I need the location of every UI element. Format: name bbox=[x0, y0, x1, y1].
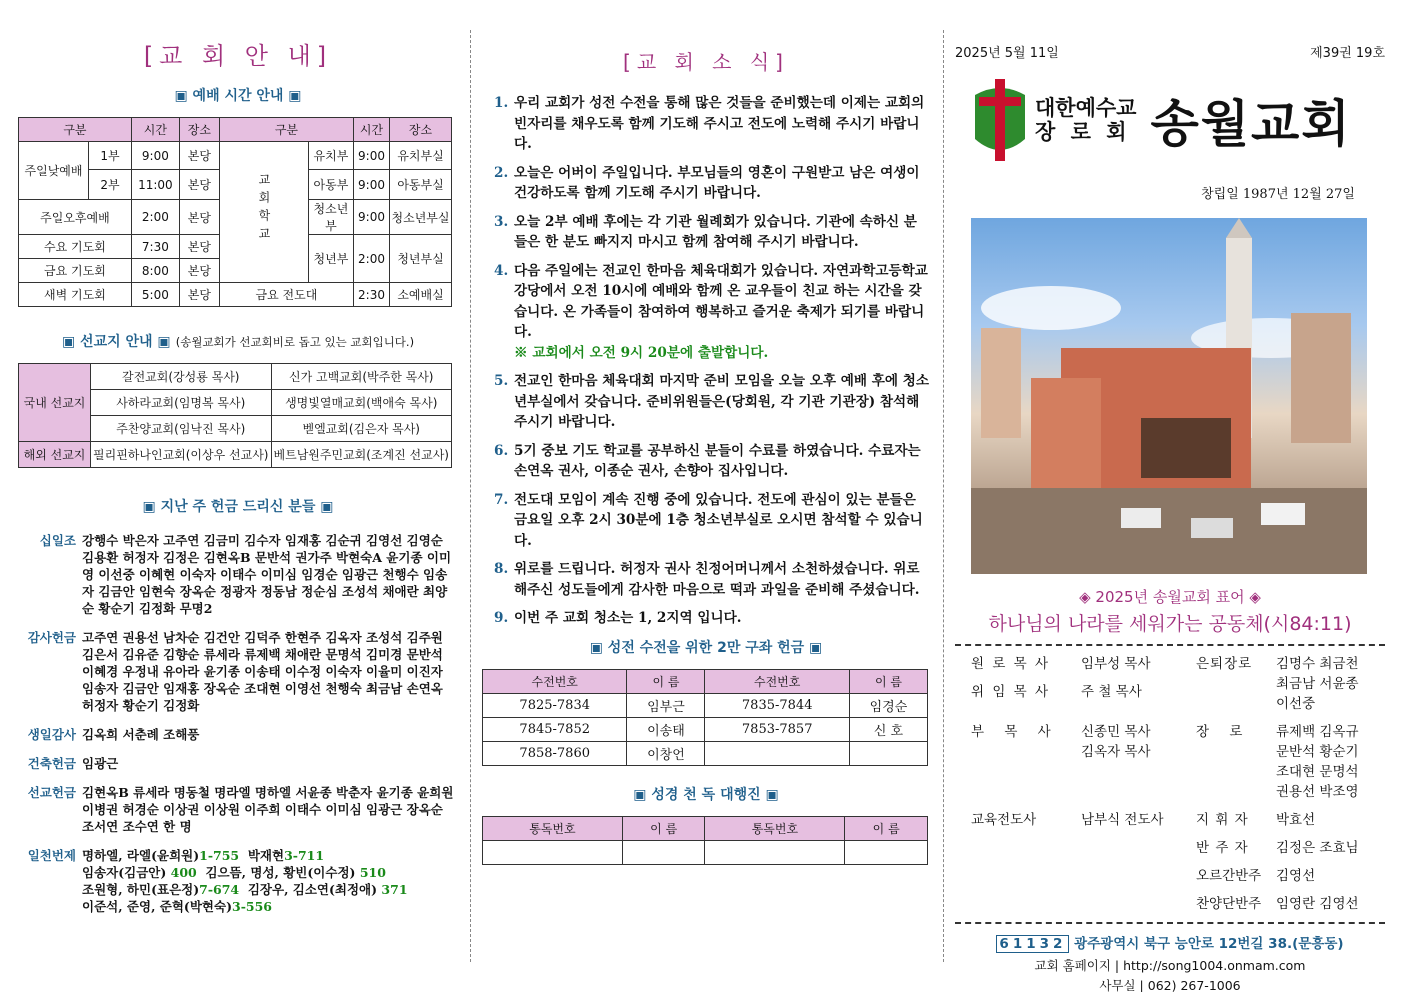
mission-cell: 주찬양교회(임낙진 목사) bbox=[91, 416, 272, 442]
news-number: 9. bbox=[494, 610, 509, 626]
staff-title: 반 주 자 bbox=[1196, 840, 1249, 856]
table-cell: 신 호 bbox=[849, 717, 927, 741]
column-divider bbox=[470, 30, 471, 962]
daily-line bbox=[82, 881, 458, 898]
daily-b-num: 510 bbox=[359, 865, 386, 880]
news-item bbox=[494, 261, 930, 364]
staff-row bbox=[971, 810, 1385, 830]
news-item bbox=[494, 371, 930, 433]
table-cell: 수요 기도회 bbox=[19, 235, 132, 259]
news-body bbox=[514, 261, 930, 364]
offering-names: 고주연 권용선 남차순 김건안 김덕주 한현주 김옥자 조성석 김주원 김은서 김유준 김향순 류세라 류제백 채애란 문명석 김미경 문반석 이혜경 우정내 유아라 윤기종 이송태 이수정 이숙자 이율미 이진자 임송자 김금안 임재홍 장옥순 조대현 이영선 천행숙 최금남 손연옥 허정자 황순기 김정화 bbox=[82, 630, 443, 713]
staff-row bbox=[971, 838, 1385, 858]
offering-row bbox=[18, 532, 458, 617]
news-text: 5기 중보 기도 학교를 공부하신 분들이 수료를 하였습니다. 수료자는 손연옥 권사, 이종순 권사, 손향아 집사입니다. bbox=[514, 442, 921, 479]
missions-note: (송월교회가 선교회비로 돕고 있는 교회입니다.) bbox=[175, 335, 415, 349]
table-cell: 청소년부실 bbox=[390, 200, 452, 235]
staff-title bbox=[971, 894, 1081, 914]
news-number: 3. bbox=[494, 213, 509, 230]
staff-names bbox=[1276, 722, 1385, 802]
table-cell: 유치부실 bbox=[390, 142, 452, 170]
table-cell bbox=[705, 840, 845, 864]
table-cell bbox=[705, 741, 849, 765]
table-cell bbox=[483, 840, 623, 864]
table-cell: 아동부실 bbox=[390, 170, 452, 200]
news-text: 오늘 2부 예배 후에는 각 기관 월례회가 있습니다. 기관에 속하신 분들은 한 분도 빠지지 마시고 함께 참여해 주시기 바랍니다. bbox=[514, 213, 917, 250]
header-cell: 수전번호 bbox=[483, 669, 627, 693]
news-number: 2. bbox=[494, 164, 509, 181]
staff-title: 지 휘 자 bbox=[1196, 812, 1249, 828]
church-logo-icon bbox=[971, 79, 1029, 161]
staff-title: 원 로 목 사 bbox=[971, 656, 1051, 672]
church-building-illustration bbox=[971, 218, 1367, 574]
offering-row bbox=[18, 847, 458, 915]
offering-title: ▣ 지난 주 헌금 드리신 분들 ▣ bbox=[142, 499, 334, 515]
table-cell: 유치부 bbox=[308, 142, 353, 170]
table-cell: 소예배실 bbox=[390, 283, 452, 307]
header-cell: 장소 bbox=[179, 118, 219, 142]
staff-title: 장 로 bbox=[1196, 724, 1251, 740]
header-cell: 장소 bbox=[390, 118, 452, 142]
mission-cell: 갈전교회(강성룡 목사) bbox=[91, 364, 272, 390]
mission-cell: 베트남원주민교회(조계진 선교사) bbox=[271, 442, 452, 468]
missions-heading bbox=[18, 331, 458, 351]
fund-table bbox=[482, 669, 928, 766]
table-cell: 7835-7844 bbox=[705, 693, 849, 717]
date-row bbox=[955, 42, 1385, 61]
table-cell: 금요 기도회 bbox=[19, 259, 132, 283]
staff-name: 류제백 김옥규 bbox=[1276, 724, 1359, 740]
motto-text: 하나님의 나라를 세워가는 공동체(시84:11) bbox=[988, 613, 1352, 635]
staff-name: 권용선 박조영 bbox=[1276, 784, 1359, 800]
table-cell: 9:00 bbox=[354, 200, 390, 235]
church-logo-block bbox=[955, 79, 1385, 161]
table-cell: 청소년부 bbox=[308, 200, 353, 235]
church-photo bbox=[971, 218, 1367, 574]
news-item bbox=[494, 93, 930, 155]
news-title: [교 회 소 식] bbox=[623, 50, 789, 74]
table-cell: 이창언 bbox=[627, 741, 705, 765]
table-cell: 본당 bbox=[179, 142, 219, 170]
news-note: ※ 교회에서 오전 9시 20분에 출발합니다. bbox=[514, 344, 769, 361]
school-label bbox=[219, 142, 308, 283]
worship-time-title: ▣ 예배 시간 안내 ▣ bbox=[174, 88, 302, 104]
offering-label: 생일감사 bbox=[27, 727, 76, 742]
daily-b-num: 371 bbox=[381, 882, 408, 897]
staff-name: 김명수 최금천 bbox=[1276, 656, 1359, 672]
table-cell: 7853-7857 bbox=[705, 717, 849, 741]
offering-row bbox=[18, 784, 458, 835]
staff-list bbox=[971, 654, 1385, 914]
staff-title: 부 목 사 bbox=[971, 724, 1059, 740]
table-cell: 1부 bbox=[89, 142, 132, 170]
news-column bbox=[482, 0, 930, 865]
address-line bbox=[955, 932, 1385, 952]
table-cell: 본당 bbox=[179, 235, 219, 259]
staff-name: 남부식 전도사 bbox=[1081, 812, 1164, 828]
daily-b-num: 3-711 bbox=[284, 848, 325, 863]
news-text: 다음 주일에는 전교인 한마음 체육대회가 있습니다. 자연과학고등학교 강당에서 오전 10시에 예배와 함께 온 교우들이 친교 하는 시간을 갖습니다. 온 가족들이 참여하여 행복하고 즐거운 축제가 되기를 바랍니다. bbox=[514, 262, 928, 340]
header-cell: 구분 bbox=[19, 118, 132, 142]
header-cell: 이 름 bbox=[627, 669, 705, 693]
cover-column bbox=[955, 0, 1385, 992]
table-cell: 본당 bbox=[179, 170, 219, 200]
table-cell: 5:00 bbox=[131, 283, 179, 307]
table-cell: 7845-7852 bbox=[483, 717, 627, 741]
daily-line bbox=[82, 847, 458, 864]
staff-row bbox=[971, 722, 1385, 802]
table-cell: 본당 bbox=[179, 200, 219, 235]
staff-name: 최금남 서윤종 bbox=[1276, 676, 1359, 692]
table-cell: 7825-7834 bbox=[483, 693, 627, 717]
table-cell: 9:00 bbox=[131, 142, 179, 170]
denomination-block bbox=[1035, 96, 1136, 144]
news-text: 위로를 드립니다. 허정자 권사 친정어머니께서 소천하셨습니다. 위로해주신 성도들에게 감사한 마음으로 떡과 과일을 준비해 주셨습니다. bbox=[514, 561, 920, 598]
staff-title: 오르간반주 bbox=[1196, 868, 1262, 884]
mission-cell: 사하라교회(임명복 목사) bbox=[91, 390, 272, 416]
table-cell: 2부 bbox=[89, 170, 132, 200]
bible-table bbox=[482, 816, 928, 865]
offering-label: 일천번제 bbox=[27, 848, 76, 863]
offering-label: 십일조 bbox=[39, 533, 76, 548]
address-text: 광주광역시 북구 능안로 12번길 38.(문흥동) bbox=[1074, 936, 1344, 952]
daily-b: 박재현 bbox=[247, 848, 285, 863]
denomination-line1: 대한예수교 bbox=[1035, 96, 1137, 120]
staff-name bbox=[1081, 894, 1196, 914]
staff-title: 찬양단반주 bbox=[1196, 896, 1262, 912]
denomination-line2: 장 로 회 bbox=[1035, 120, 1131, 144]
table-cell: 금요 전도대 bbox=[219, 283, 353, 307]
daily-a-num: 7-674 bbox=[199, 882, 240, 897]
news-number: 6. bbox=[494, 442, 509, 459]
table-cell: 본당 bbox=[179, 259, 219, 283]
header-cell: 이 름 bbox=[622, 816, 705, 840]
news-number: 5. bbox=[494, 373, 509, 389]
postal-code: 61132 bbox=[996, 935, 1069, 953]
news-text: 전교인 한마음 체육대회 마지막 준비 모임을 오늘 오후 예배 후에 청소년부실에서 갖습니다. 준비위원들은(당회원, 각 기관 기관장) 참석해 주시기 바랍니다. bbox=[514, 373, 930, 430]
staff-names bbox=[1081, 722, 1196, 802]
header-cell: 통독번호 bbox=[483, 816, 623, 840]
staff-name: 신종민 목사 bbox=[1081, 724, 1151, 740]
table-cell: 9:00 bbox=[354, 142, 390, 170]
daily-line bbox=[82, 864, 458, 881]
table-cell: 아동부 bbox=[308, 170, 353, 200]
table-cell: 임부근 bbox=[627, 693, 705, 717]
staff-name: 주 철 목사 bbox=[1081, 684, 1142, 700]
header-cell: 구분 bbox=[219, 118, 353, 142]
offering-list bbox=[18, 532, 458, 915]
daily-a: 조원형, 하민(표은정) bbox=[82, 882, 200, 897]
staff-name: 박효선 bbox=[1276, 812, 1316, 828]
table-cell: 9:00 bbox=[354, 170, 390, 200]
news-item bbox=[494, 212, 930, 253]
staff-title bbox=[971, 866, 1081, 886]
daily-b: 김장우, 김소연(최정애) bbox=[247, 882, 378, 897]
offering-names: 김현옥B 류세라 명동철 명라엘 명하엘 서윤종 박춘자 윤기종 윤희원 이병권 허경순 이상권 이상원 이주희 이태수 이미심 임광근 장옥순 조서연 조수연 한 명 bbox=[82, 785, 454, 834]
header-cell: 이 름 bbox=[845, 816, 928, 840]
church-info-title: [교 회 안 내] bbox=[143, 42, 333, 70]
header-cell: 이 름 bbox=[849, 669, 927, 693]
staff-name: 임부성 목사 bbox=[1081, 656, 1151, 672]
staff-title: 은퇴장로 bbox=[1196, 656, 1253, 672]
news-list bbox=[482, 93, 930, 629]
news-item bbox=[494, 559, 930, 600]
table-cell: 본당 bbox=[179, 283, 219, 307]
news-text: 전도대 모임이 계속 진행 중에 있습니다. 전도에 관심이 있는 분들은 금요일 오후 2시 30분에 1층 청소년부실로 오시면 참석할 수 있습니다. bbox=[514, 491, 923, 549]
staff-name: 김영선 bbox=[1276, 868, 1316, 884]
staff-title bbox=[971, 838, 1081, 858]
school-label-text: 교회학교 bbox=[256, 172, 271, 245]
daily-a: 명하엘, 라엘(윤희원) bbox=[82, 848, 200, 863]
header-cell: 통독번호 bbox=[705, 816, 845, 840]
staff-name: 조대현 문명석 bbox=[1276, 764, 1359, 780]
news-item bbox=[494, 163, 930, 204]
news-item bbox=[494, 608, 930, 629]
founded-date: 창립일 1987년 12월 27일 bbox=[1201, 187, 1355, 202]
daily-a-num: 1-755 bbox=[199, 848, 240, 863]
staff-name: 임영란 김영선 bbox=[1276, 896, 1359, 912]
news-text: 우리 교회가 성전 수전을 통해 많은 것들을 준비했는데 이제는 교회의 빈자리를 채우도록 함께 기도해 주시고 전도에 노력해 주시기 바랍니다. bbox=[514, 95, 925, 152]
daily-b: 김으뜸, 명성, 황빈(이수정) bbox=[205, 865, 356, 880]
staff-name: 김정은 조효님 bbox=[1276, 840, 1359, 856]
worship-time-table bbox=[18, 117, 452, 307]
daily-a-num: 3-556 bbox=[232, 899, 272, 914]
table-cell: 주일오후예배 bbox=[19, 200, 132, 235]
staff-section bbox=[955, 644, 1385, 914]
table-cell: 청년부 bbox=[308, 235, 353, 283]
overseas-label: 해외 선교지 bbox=[19, 442, 91, 468]
staff-name: 문반석 황순기 bbox=[1276, 744, 1359, 760]
fund-title: ▣ 성전 수전을 위한 2만 구좌 헌금 ▣ bbox=[589, 639, 823, 656]
missions-table bbox=[18, 363, 452, 468]
mission-cell: 벧엘교회(김은자 목사) bbox=[271, 416, 452, 442]
staff-names bbox=[1276, 654, 1385, 714]
table-cell: 7:30 bbox=[131, 235, 179, 259]
mission-cell: 생명빛열매교회(백애숙 목사) bbox=[271, 390, 452, 416]
news-number: 4. bbox=[494, 262, 509, 279]
table-cell bbox=[849, 741, 927, 765]
mission-cell: 신가 고백교회(박주한 목사) bbox=[271, 364, 452, 390]
table-cell: 이송태 bbox=[627, 717, 705, 741]
bible-title: ▣ 성경 천 독 대행진 ▣ bbox=[633, 786, 779, 803]
offering-names: 김옥희 서춘례 조해풍 bbox=[82, 727, 200, 742]
missions-title: ▣ 선교지 안내 ▣ bbox=[61, 334, 171, 350]
domestic-label: 국내 선교지 bbox=[19, 364, 91, 442]
offering-row bbox=[18, 629, 458, 714]
table-cell bbox=[622, 840, 705, 864]
news-text: 오늘은 어버이 주일입니다. 부모님들의 영혼이 구원받고 남은 여생이 건강하도록 함께 기도해 주시기 바랍니다. bbox=[514, 164, 920, 201]
news-text: 이번 주 교회 청소는 1, 2지역 입니다. bbox=[514, 610, 742, 626]
issue-number: 제39권 19호 bbox=[1310, 46, 1385, 61]
staff-name bbox=[1081, 866, 1196, 886]
news-number: 7. bbox=[494, 491, 509, 508]
table-cell: 청년부실 bbox=[390, 235, 452, 283]
table-cell: 주일낮예배 bbox=[19, 142, 89, 200]
daily-a-num: 400 bbox=[170, 865, 197, 880]
staff-title: 교육전도사 bbox=[971, 812, 1037, 828]
table-cell: 2:00 bbox=[131, 200, 179, 235]
table-cell: 11:00 bbox=[131, 170, 179, 200]
offering-names: 임광근 bbox=[82, 756, 119, 771]
news-item bbox=[494, 441, 930, 482]
offering-row bbox=[18, 726, 458, 743]
header-cell: 시간 bbox=[354, 118, 390, 142]
header-cell: 시간 bbox=[131, 118, 179, 142]
table-cell: 2:30 bbox=[354, 283, 390, 307]
offering-label: 건축헌금 bbox=[27, 756, 76, 771]
daily-offering-lines bbox=[82, 847, 458, 915]
church-info-column bbox=[18, 0, 458, 927]
news-item bbox=[494, 490, 930, 552]
daily-a: 임송자(김금안) bbox=[82, 865, 167, 880]
homepage-link[interactable]: 교회 홈페이지 | http://song1004.onmam.com bbox=[1034, 958, 1306, 973]
staff-title: 위 임 목 사 bbox=[971, 684, 1051, 700]
offering-label: 선교헌금 bbox=[27, 785, 76, 800]
staff-name bbox=[1081, 838, 1196, 858]
header-cell: 수전번호 bbox=[705, 669, 849, 693]
daily-a: 이준석, 준영, 준혁(박현숙) bbox=[82, 899, 232, 914]
offering-label: 감사헌금 bbox=[27, 630, 76, 645]
staff-name: 이선중 bbox=[1276, 696, 1316, 712]
column-divider bbox=[943, 30, 944, 962]
office-phone: 사무실 | 062) 267-1006 bbox=[1099, 978, 1241, 992]
church-name: 송월교회 bbox=[1150, 95, 1352, 153]
daily-line bbox=[82, 898, 458, 915]
table-cell: 8:00 bbox=[131, 259, 179, 283]
staff-row bbox=[971, 894, 1385, 914]
offering-names: 강행수 박은자 고주연 김금미 김수자 임재홍 김순귀 김영선 김영순 김용환 허정자 김정은 김현옥B 문반석 권가주 박현숙A 윤기종 이미영 이선중 이혜현 이숙자 이태수 이미심 임경순 임광근 천행수 임송자 김금안 임현숙 장옥순 정광자 정동남 정순심 조성석 채애란 최양순 황순기 김정화 무명2 bbox=[82, 533, 452, 616]
mission-cell: 필리핀하나인교회(이상우 선교사) bbox=[91, 442, 272, 468]
table-cell: 임경순 bbox=[849, 693, 927, 717]
table-cell: 7858-7860 bbox=[483, 741, 627, 765]
news-number: 1. bbox=[494, 95, 509, 111]
table-cell: 2:00 bbox=[354, 235, 390, 283]
table-cell bbox=[845, 840, 928, 864]
news-number: 8. bbox=[494, 561, 509, 577]
motto-title: ◈ 2025년 송월교회 표어 ◈ bbox=[1079, 588, 1261, 606]
staff-row bbox=[971, 866, 1385, 886]
table-cell: 새벽 기도회 bbox=[19, 283, 132, 307]
staff-name: 김옥자 목사 bbox=[1081, 744, 1151, 760]
offering-row bbox=[18, 755, 458, 772]
contact-block bbox=[955, 922, 1385, 992]
issue-date: 2025년 5월 11일 bbox=[955, 46, 1059, 61]
